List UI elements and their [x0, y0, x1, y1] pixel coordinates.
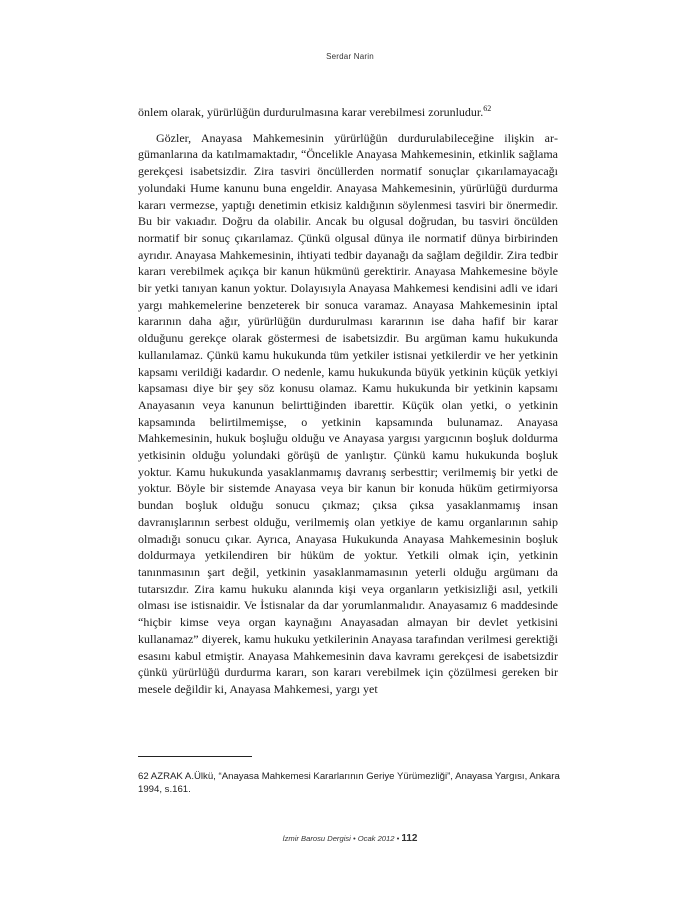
- page-footer: [0, 833, 700, 844]
- first-paragraph: [138, 104, 558, 121]
- footnote: 62 AZRAK A.Ülkü, “Anayasa Mahkemesi Kararlarının Geriye Yürümezliği”, Anayasa Yargısı, Ankara 1994, s.161.: [138, 771, 560, 795]
- running-head: Serdar Narin: [326, 52, 374, 61]
- footnote-divider: [138, 756, 252, 757]
- footnote-reference: 62: [483, 104, 492, 113]
- main-paragraph: Gözler, Anayasa Mahkemesinin yürürlüğün durdurulabileceğine ilişkin argümanlarına da katılmamaktadır, “Öncelikle Anayasa Mahkemesinin, etkinlik sağlama gerekçesi isabetsizdir. Zira tasviri öncüllerden normatif sonuçlar çıkarılamayacağı yolundaki Hume kanunu buna engeldir. Anayasa Mahkemesinin, yürürlüğü durdurma kararı vermezse, yaptığı denetimin etkisiz kaldığının söylenmesi tasviri bir önermedir. Bu bir vakıadır. Doğru da olabilir. Ancak bu olgusal doğrudan, bu tasviri öncülden normatif bir sonuç çıkarılamaz. Çünkü olgusal dünya ile normatif dünya birbirinden ayrıdır. Anayasa Mahkemesinin, ihtiyati tedbir dayanağı da sağlam değildir. Zira tedbir kararı verebilmek açıkça bir kanun hükmünü gerektirir. Anayasa Mahkemesine böyle bir yetki tanıyan kanun yoktur. Dolayısıyla Anayasa Mahkemesi kendisini adli ve idari yargı mahkemelerine benzeterek bir sonuca varamaz. Anayasa Mahkemesinin iptal kararının daha ağır, yürürlüğün durdurulması kararının ise daha hafif bir karar olduğunu gerekçe olarak göstermesi de isabetsizdir. Bu argüman kamu hukukunda kullanılamaz. Çünkü kamu hukukunda tüm yetkiler istisnai yetkilerdir ve her yetkinin kapsamı verildiği kadardır. O nedenle, kamu hukukunda büyük yetkinin küçük yetkiyi kapsaması diye bir şey söz konusu olamaz. Kamu hukukunda bir yetkinin kapsamı Anayasanın veya kanunun belirttiğinden ibarettir. Küçük olan yetki, o yetkinin kapsamında belirtilmemişse, o yetkinin kapsamında bulunamaz. Anayasa Mahkemesinin, hukuk boşluğu olduğu ve Anayasa yargısı yargıcının boşluk doldurma yetkisinin olduğu yolundaki görüşü de yanlıştır. Çünkü kamu hukukunda boşluk yoktur. Kamu hukukunda yasaklanmamış davranış serbesttir; verilmemiş bir yetki de yoktur. Böyle bir sistemde Anayasa veya bir kanun bir konuda hüküm getirmiyorsa bundan boşluk olduğu sonucu çıkmaz; çıksa çıksa yasaklanmamış insan davranışlarının serbest olduğu, verilmemiş olan yetkiye de kamu organlarının sahip olmadığı sonucu çıkar. Ayrıca, Anayasa Hukukunda Anayasa Mahkemesinin boşluk doldurmaya yetkilendiren bir hüküm de yoktur. Yetkili olmak için, yetkinin tanınmasının şart değil, yetkinin yasaklanmamasının yeterli olduğu argümanı da tutarsızdır. Zira kamu hukuku alanında kişi veya organların yetkisizliği asıl, yetkili olması ise istisnaidir. Ve İstisnalar da dar yorumlanmalıdır. Anayasamız 6 maddesinde “hiçbir kimse veya organ kaynağını Anayasadan almayan bir devlet yetkisini kullanamaz” diyerek, kamu hukuku yetkilerinin Anayasa tarafından verilmesi gerektiği esasını kabul etmiştir. Anayasa Mahkemesinin dava kavramı gerekçesi de isabetsizdir çünkü yürürlüğü durdurma kararı, son kararı verebilmek için çözülmesi gereken bir mesele değildir ki, Anayasa Mahkemesi, yargı yet: [138, 130, 558, 696]
- body-text: [138, 104, 558, 698]
- journal-info: İzmir Barosu Dergisi • Ocak 2012 •: [282, 834, 400, 843]
- page-number: 112: [401, 833, 418, 844]
- first-paragraph-text: önlem olarak, yürürlüğün durdurulmasına karar verebilmesi zorunludur.: [138, 105, 484, 119]
